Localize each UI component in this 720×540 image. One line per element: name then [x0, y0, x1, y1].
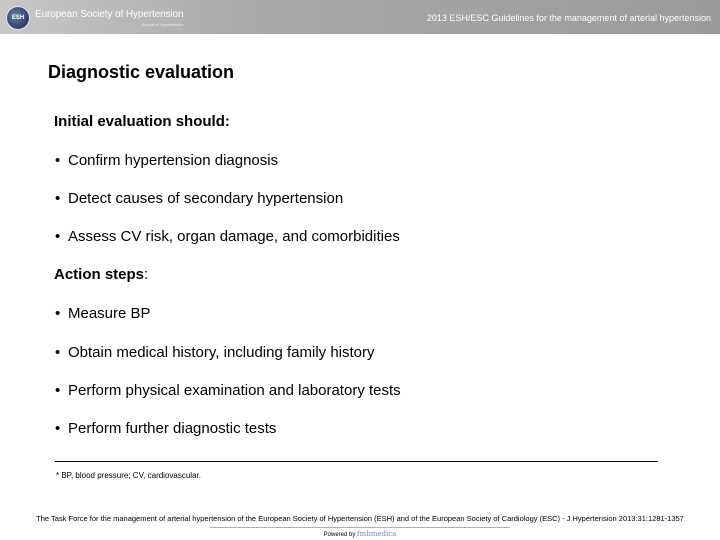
- bullet-icon: •: [55, 190, 61, 207]
- powered-by: Powered by fmbmedica: [323, 530, 397, 538]
- bullet-icon: •: [55, 152, 61, 169]
- list-item: • Assess CV risk, organ damage, and comorbidities: [55, 228, 400, 245]
- bullet-icon: •: [55, 305, 61, 322]
- initial-evaluation-heading: Initial evaluation should:: [54, 113, 230, 130]
- list-item: • Perform physical examination and laboratory tests: [55, 382, 401, 399]
- footnote-divider: [55, 461, 658, 462]
- bullet-icon: •: [55, 420, 61, 437]
- list-item: • Confirm hypertension diagnosis: [55, 152, 279, 169]
- esh-logo: [6, 5, 184, 31]
- list-item: • Perform further diagnostic tests: [55, 420, 277, 437]
- citation: The Task Force for the management of arterial hypertension of the European Society of Hypertension (ESH) and of the European Society of Cardiology (ESC) - J Hypertension 2013:31:1281-1357: [36, 514, 684, 523]
- header-bar: [0, 0, 720, 34]
- list-item: • Obtain medical history, including family history: [55, 344, 375, 361]
- brand-logo: fmbmedica: [357, 530, 397, 538]
- bullet-icon: •: [55, 382, 61, 399]
- bullet-icon: •: [55, 344, 61, 361]
- list-item: • Detect causes of secondary hypertension: [55, 190, 344, 207]
- footer-divider: [210, 527, 510, 528]
- slide-title: Diagnostic evaluation: [48, 62, 235, 82]
- guidelines-title: 2013 ESH/ESC Guidelines for the management of arterial hypertension: [426, 13, 711, 23]
- org-tagline: Journal of Hypertension: [141, 21, 184, 27]
- list-item: • Measure BP: [55, 305, 151, 322]
- org-name: European Society of Hypertension: [35, 8, 184, 20]
- action-steps-heading: Action steps:: [54, 266, 149, 283]
- footnote: * BP, blood pressure; CV, cardiovascular.: [56, 471, 201, 480]
- bullet-icon: •: [55, 228, 61, 245]
- esh-logo-icon: ESH: [6, 6, 30, 30]
